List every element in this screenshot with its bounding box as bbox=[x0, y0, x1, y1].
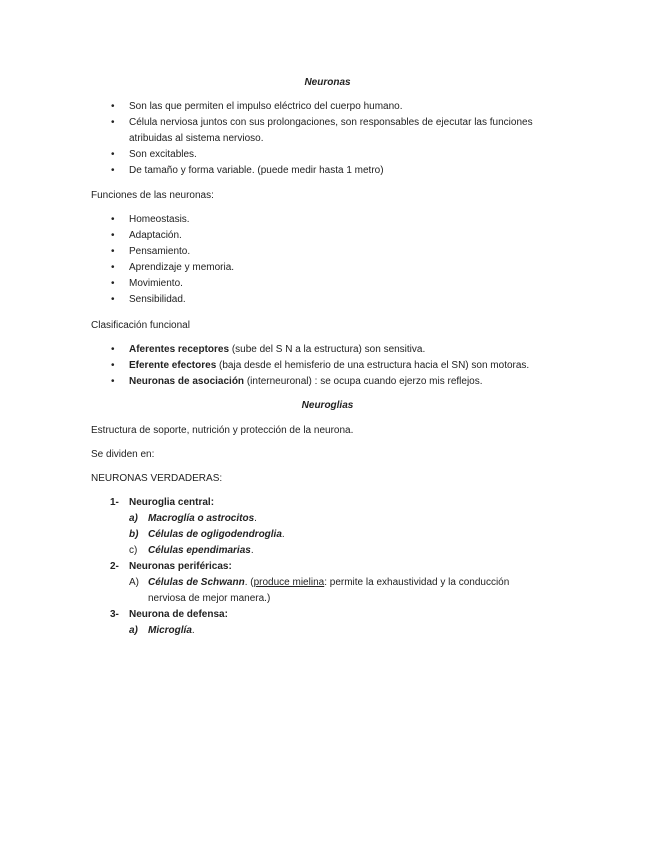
bullet-icon: • bbox=[111, 246, 115, 257]
list-item: • Sensibilidad. bbox=[91, 292, 571, 308]
bullet-icon: • bbox=[111, 101, 115, 112]
clasificacion-list bbox=[91, 342, 571, 390]
funciones-label: Funciones de las neuronas: bbox=[91, 190, 214, 201]
bullet-icon: • bbox=[111, 360, 115, 371]
list-item: 1- Neuroglia central: bbox=[110, 497, 215, 508]
list-item: • Eferente efectores (baja desde el hemisferio de una estructura hacia el SN) son motoras. bbox=[91, 358, 571, 374]
list-item: a) Macroglía o astrocitos. bbox=[129, 513, 257, 524]
list-item: c) Células ependimarias. bbox=[129, 545, 254, 556]
list-item: • Neuronas de asociación (interneuronal) : se ocupa cuando ejerzo mis reflejos. bbox=[91, 374, 571, 390]
bullet-icon: • bbox=[111, 214, 115, 225]
list-item: • Movimiento. bbox=[91, 276, 571, 292]
list-item: 3- Neurona de defensa: bbox=[110, 609, 228, 620]
verdaderas-label: NEURONAS VERDADERAS: bbox=[91, 473, 223, 484]
bullet-icon: • bbox=[111, 165, 115, 176]
intro-bullet-list bbox=[91, 99, 571, 179]
list-item: • Aferentes receptores (sube del S N a la estructura) son sensitiva. bbox=[91, 342, 571, 358]
bullet-icon: • bbox=[111, 294, 115, 305]
bullet-icon: • bbox=[111, 262, 115, 273]
funciones-list bbox=[91, 212, 571, 308]
bullet-icon: • bbox=[111, 376, 115, 387]
clasificacion-label: Clasificación funcional bbox=[91, 320, 190, 331]
bullet-icon: • bbox=[111, 149, 115, 160]
bullet-icon: • bbox=[111, 230, 115, 241]
list-item: • Célula nerviosa juntos con sus prolongaciones, son responsables de ejecutar las funciones atribuidas al sistema nervioso. bbox=[111, 117, 533, 144]
list-item: 2- Neuronas periféricas: bbox=[110, 561, 232, 572]
list-item: • De tamaño y forma variable. (puede medir hasta 1 metro) bbox=[91, 163, 571, 179]
title-neuroglias: Neuroglias bbox=[301, 400, 354, 411]
bullet-icon: • bbox=[111, 117, 115, 128]
list-item: a) Microglía. bbox=[129, 625, 195, 636]
neuroglia-numbered-list bbox=[110, 495, 560, 639]
list-item: A) Células de Schwann. (produce mielina: permite la exhaustividad y la conducción bbox=[129, 577, 510, 588]
list-item: nerviosa de mejor manera.) bbox=[148, 593, 271, 604]
list-item: • Pensamiento. bbox=[91, 244, 571, 260]
estructura-text: Estructura de soporte, nutrición y protección de la neurona. bbox=[91, 425, 354, 436]
list-item: • Son excitables. bbox=[91, 147, 571, 163]
bullet-icon: • bbox=[111, 344, 115, 355]
list-item: • Adaptación. bbox=[91, 228, 571, 244]
list-item: • Homeostasis. bbox=[91, 212, 571, 228]
bullet-icon: • bbox=[111, 278, 115, 289]
se-dividen-text: Se dividen en: bbox=[91, 449, 155, 460]
list-item: • Aprendizaje y memoria. bbox=[91, 260, 571, 276]
list-item: • Son las que permiten el impulso eléctrico del cuerpo humano. bbox=[91, 99, 571, 115]
list-item: b) Células de ogligodendroglia. bbox=[129, 529, 285, 540]
title-neuronas: Neuronas bbox=[304, 77, 351, 88]
